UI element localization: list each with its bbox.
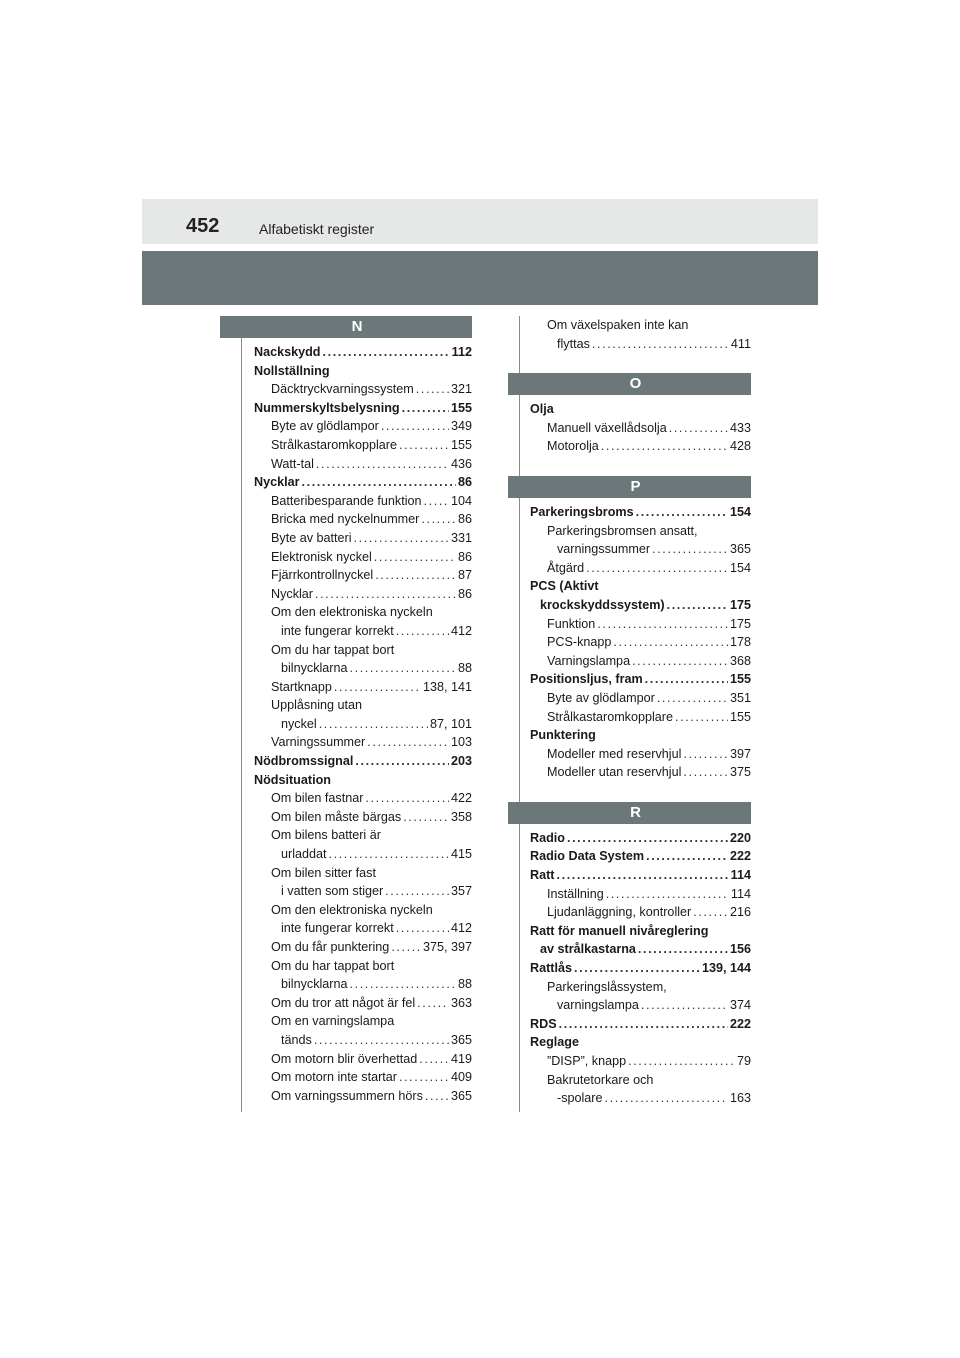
index-entry (254, 882, 472, 901)
index-entry (254, 994, 472, 1013)
dot-leader (559, 1015, 728, 1034)
entry-page-number: 411 (730, 336, 751, 351)
entry-page-number: 433 (729, 420, 751, 435)
dot-leader (350, 659, 456, 678)
index-entry (530, 1033, 751, 1052)
dot-leader (354, 529, 449, 548)
index-entry (530, 903, 751, 922)
entry-text: Om den elektroniska nyckeln (271, 605, 433, 620)
index-entry (530, 726, 751, 745)
entry-page-number: 365 (450, 1088, 472, 1103)
entry-page-number: 86 (457, 475, 472, 490)
letter-heading-n: N (220, 316, 472, 338)
header-band (142, 199, 818, 244)
index-entry (530, 652, 751, 671)
entry-text: Byte av glödlampor (547, 690, 655, 705)
entry-page-number: 155 (450, 437, 472, 452)
dot-leader (365, 789, 449, 808)
dot-leader (645, 670, 728, 689)
entry-page-number: 88 (457, 977, 472, 992)
entry-page-number: 155 (729, 709, 751, 724)
entry-text: Bakrutetorkare och (547, 1072, 654, 1087)
entry-text: bilnycklarna (281, 977, 348, 992)
entry-text: Om motorn inte startar (271, 1070, 397, 1085)
dot-leader (399, 1068, 449, 1087)
entry-page-number: 321 (450, 382, 472, 397)
entry-text: -spolare (557, 1091, 603, 1106)
entry-page-number: 428 (729, 439, 751, 454)
dot-leader (567, 829, 728, 848)
index-entry (530, 978, 751, 997)
index-entry (530, 503, 751, 522)
index-entry (530, 847, 751, 866)
entry-page-number: 154 (729, 560, 751, 575)
index-entry (254, 436, 472, 455)
index-entry (530, 400, 751, 419)
index-entries (520, 498, 751, 782)
dot-leader (375, 566, 456, 585)
entry-text: Om du får punktering (271, 940, 390, 954)
dot-leader (367, 733, 449, 752)
index-entry (254, 529, 472, 548)
entry-text: Nödbromssignal (254, 754, 354, 769)
entry-page-number: 175 (729, 597, 751, 612)
entry-page-number: 397 (729, 746, 751, 761)
entry-text: Däcktryckvarningssystem (271, 382, 414, 397)
entry-text: Punktering (530, 728, 596, 743)
dot-leader (385, 882, 449, 901)
dot-leader (574, 959, 700, 978)
entry-text: Startknapp (271, 679, 332, 694)
entry-page-number: 86 (457, 512, 472, 527)
entry-text: Parkeringslåssystem, (547, 979, 667, 994)
entry-text: PCS-knapp (547, 635, 612, 650)
dot-leader (657, 689, 728, 708)
dot-leader (557, 866, 729, 885)
index-entry (254, 641, 472, 660)
entry-page-number: 220 (729, 830, 751, 845)
index-entry (254, 622, 472, 641)
dot-leader (323, 343, 450, 362)
chapter-band (142, 251, 818, 305)
section-spacer (520, 353, 751, 373)
index-entry (530, 1089, 751, 1108)
entry-text: flyttas (557, 336, 590, 351)
entry-page-number: 415 (450, 847, 472, 862)
entry-page-number: 412 (450, 623, 472, 638)
entry-page-number: 156 (729, 942, 751, 957)
index-entry (530, 940, 751, 959)
dot-leader (675, 708, 728, 727)
entry-page-number: 349 (450, 419, 472, 434)
entry-text: varningslampa (557, 998, 639, 1013)
entry-text: Nackskydd (254, 345, 321, 359)
entry-page-number: 88 (457, 661, 472, 676)
index-entries (520, 824, 751, 1108)
index-entry (254, 585, 472, 604)
entry-page-number: 358 (450, 809, 472, 824)
entry-text: urladdat (281, 847, 327, 862)
index-entry (530, 885, 751, 904)
dot-leader (402, 399, 449, 418)
entry-text: Reglage (530, 1035, 579, 1050)
entry-page-number: 222 (729, 849, 751, 864)
dot-leader (315, 585, 456, 604)
index-entry (530, 540, 751, 559)
dot-leader (374, 548, 456, 567)
dot-leader (417, 994, 449, 1013)
entry-text: Nödsituation (254, 772, 331, 787)
entry-page-number: 351 (729, 690, 751, 705)
dot-leader (613, 633, 728, 652)
entry-page-number: 155 (729, 672, 751, 687)
entry-text: Rattlås (530, 961, 572, 976)
entry-page-number: 374 (729, 998, 751, 1013)
section-spacer (520, 456, 751, 476)
entry-page-number: 365 (729, 542, 751, 557)
entry-text: Ratt (530, 868, 555, 883)
entry-text: Funktion (547, 616, 596, 631)
section-spacer (520, 782, 751, 802)
index-entry (530, 689, 751, 708)
letter-heading-r: R (508, 802, 751, 824)
entry-page-number: 331 (450, 530, 472, 545)
entry-page-number: 368 (729, 653, 751, 668)
index-entry (254, 696, 472, 715)
index-entry (530, 577, 751, 596)
entry-text: krockskyddssystem) (540, 597, 665, 612)
dot-leader (601, 437, 728, 456)
entry-text: av strålkastarna (540, 942, 636, 957)
entry-page-number: 175 (729, 616, 751, 631)
letter-heading-o: O (508, 373, 751, 395)
entry-text: Om bilens batteri är (271, 828, 381, 843)
entry-page-number: 155 (450, 400, 472, 415)
entry-text: PCS (Aktivt (530, 579, 599, 594)
entry-text: Nycklar (254, 475, 300, 490)
entry-text: Fjärrkontrollnyckel (271, 568, 374, 583)
entry-page-number: 114 (730, 868, 751, 883)
index-entry (254, 845, 472, 864)
entry-page-number: 87, 101 (429, 716, 472, 731)
index-entry (254, 399, 472, 418)
index-entries-continuation (520, 316, 751, 353)
dot-leader (403, 808, 449, 827)
index-entry (530, 437, 751, 456)
entry-text: Batteribesparande funktion (271, 493, 422, 508)
entry-text: Motorolja (547, 439, 599, 454)
entry-page-number: 216 (729, 905, 751, 920)
entry-page-number: 412 (450, 921, 472, 936)
entry-page-number: 365 (450, 1032, 472, 1047)
dot-leader (636, 503, 728, 522)
index-column-left (241, 316, 472, 1112)
entry-text: Ljudanläggning, kontroller (547, 905, 692, 920)
index-entry (254, 938, 472, 957)
entry-text: inte fungerar korrekt (281, 623, 394, 638)
index-entry (254, 1068, 472, 1087)
entry-page-number: 203 (450, 754, 472, 769)
dot-leader (391, 938, 421, 957)
entry-text: Upplåsning utan (271, 698, 363, 713)
entry-text: Nummerskyltsbelysning (254, 400, 400, 415)
index-entry (530, 763, 751, 782)
index-entry (254, 864, 472, 883)
entry-text: Inställning (547, 886, 604, 901)
entry-text: Varningslampa (547, 653, 631, 668)
dot-leader (399, 436, 449, 455)
entry-page-number: 363 (450, 995, 472, 1010)
entry-page-number: 86 (457, 586, 472, 601)
dot-leader (421, 510, 456, 529)
entry-text: Om bilen måste bärgas (271, 809, 402, 824)
index-entry (254, 603, 472, 622)
entry-text: Modeller utan reservhjul (547, 765, 682, 780)
index-entry (254, 733, 472, 752)
dot-leader (641, 996, 728, 1015)
dot-leader (605, 1089, 728, 1108)
entry-page-number: 422 (450, 791, 472, 806)
index-entry (530, 335, 751, 354)
entry-text: Watt-tal (271, 456, 314, 471)
entry-text: Strålkastaromkopplare (271, 437, 397, 452)
entry-text: Elektronisk nyckel (271, 549, 372, 564)
entry-page-number: 86 (457, 549, 472, 564)
index-entry (254, 1031, 472, 1050)
entry-text: Byte av batteri (271, 530, 352, 545)
entry-page-number: 419 (450, 1051, 472, 1066)
index-entry (254, 548, 472, 567)
dot-leader (667, 596, 728, 615)
page-number: 452 (186, 215, 220, 237)
index-entry (254, 1050, 472, 1069)
dot-leader (381, 417, 449, 436)
entry-page-number: 357 (450, 884, 472, 899)
entry-text: Om bilen fastnar (271, 791, 364, 806)
index-entry (254, 678, 472, 697)
entry-text: tänds (281, 1032, 312, 1047)
index-entry (530, 708, 751, 727)
entry-page-number: 178 (729, 635, 751, 650)
index-entry (254, 789, 472, 808)
entry-text: Varningssummer (271, 735, 366, 750)
dot-leader (592, 335, 729, 354)
dot-leader (628, 1052, 735, 1071)
dot-leader (314, 1031, 449, 1050)
index-entry (530, 419, 751, 438)
dot-leader (652, 540, 728, 559)
index-entry (254, 808, 472, 827)
entry-text: varningssummer (557, 542, 651, 557)
entry-page-number: 375 (729, 765, 751, 780)
index-entry (254, 919, 472, 938)
entry-text: Positionsljus, fram (530, 672, 643, 687)
index-column-right (519, 316, 751, 1112)
entry-page-number: 87 (457, 568, 472, 583)
dot-leader (669, 419, 728, 438)
dot-leader (424, 492, 449, 511)
index-entry (530, 996, 751, 1015)
index-entry (530, 615, 751, 634)
entry-page-number: 409 (450, 1070, 472, 1085)
index-entries (520, 395, 751, 456)
dot-leader (350, 975, 456, 994)
entry-text: Radio (530, 830, 565, 845)
dot-leader (683, 763, 728, 782)
entry-text: Om bilen sitter fast (271, 865, 376, 880)
entry-page-number: 114 (730, 886, 751, 901)
index-entry (530, 922, 751, 941)
entry-text: Bricka med nyckelnummer (271, 512, 420, 527)
index-entry (254, 362, 472, 381)
index-entry (254, 771, 472, 790)
index-entry (530, 1052, 751, 1071)
entry-text: Byte av glödlampor (271, 419, 379, 434)
index-entry (254, 455, 472, 474)
entry-text: Radio Data System (530, 849, 645, 864)
dot-leader (638, 940, 728, 959)
index-entry (530, 559, 751, 578)
dot-leader (606, 885, 729, 904)
dot-leader (632, 652, 728, 671)
dot-leader (586, 559, 728, 578)
index-entry (254, 752, 472, 771)
entry-text: Om den elektroniska nyckeln (271, 902, 433, 917)
dot-leader (419, 1050, 449, 1069)
entry-page-number: 154 (729, 504, 751, 519)
dot-leader (319, 715, 428, 734)
entry-page-number: 103 (450, 735, 472, 750)
entry-text: Modeller med reservhjul (547, 746, 682, 761)
index-entry (254, 901, 472, 920)
entry-text: Parkeringsbroms (530, 504, 634, 519)
entry-text: Ratt för manuell nivåreglering (530, 923, 709, 938)
entry-text: Olja (530, 402, 554, 417)
index-entry (530, 1015, 751, 1034)
entry-text: inte fungerar korrekt (281, 921, 394, 936)
dot-leader (396, 622, 449, 641)
entry-text: Parkeringsbromsen ansatt, (547, 523, 698, 538)
entry-text: Om du har tappat bort (271, 642, 395, 657)
entry-text: Om du har tappat bort (271, 958, 395, 973)
entry-text: bilnycklarna (281, 661, 348, 676)
dot-leader (416, 380, 449, 399)
index-entry (530, 670, 751, 689)
section-title: Alfabetiskt register (259, 221, 375, 237)
entry-text: Åtgärd (547, 560, 585, 575)
entry-page-number: 112 (451, 345, 472, 359)
dot-leader (329, 845, 449, 864)
dot-leader (334, 678, 421, 697)
index-entry (530, 829, 751, 848)
entry-text: Om motorn blir överhettad (271, 1051, 418, 1066)
entry-text: Om en varningslampa (271, 1014, 395, 1029)
index-entry (254, 417, 472, 436)
entry-text: RDS (530, 1016, 557, 1031)
entry-text: Om varningssummern hörs (271, 1088, 423, 1103)
dot-leader (597, 615, 728, 634)
index-entry (254, 380, 472, 399)
entry-text: i vatten som stiger (281, 884, 384, 899)
entry-page-number: 139, 144 (701, 961, 751, 976)
index-sections (520, 353, 751, 1108)
index-entry (254, 957, 472, 976)
index-entry (254, 975, 472, 994)
index-entry (254, 343, 472, 362)
index-entry (530, 522, 751, 541)
index-entry (530, 959, 751, 978)
entry-text: Om du tror att något är fel (271, 995, 416, 1010)
entry-text: Nycklar (271, 586, 313, 601)
index-entry (530, 1071, 751, 1090)
dot-leader (683, 745, 728, 764)
index-entry (530, 633, 751, 652)
dot-leader (355, 752, 449, 771)
entry-text: Nollställning (254, 363, 330, 378)
entry-page-number: 375, 397 (422, 940, 472, 954)
entry-text: ”DISP”, knapp (547, 1054, 627, 1068)
index-entry (254, 510, 472, 529)
index-entry (254, 473, 472, 492)
entry-page-number: 104 (450, 493, 472, 508)
index-entry (530, 866, 751, 885)
entry-page-number: 436 (450, 456, 472, 471)
index-entry (254, 715, 472, 734)
entry-page-number: 222 (729, 1016, 751, 1031)
index-entries (242, 338, 472, 1105)
dot-leader (316, 455, 449, 474)
dot-leader (396, 919, 449, 938)
entry-text: nyckel (281, 716, 317, 731)
index-entry (254, 826, 472, 845)
index-entry (530, 596, 751, 615)
index-entry (530, 316, 751, 335)
entry-text: Om växelspaken inte kan (547, 318, 689, 332)
letter-heading-p: P (508, 476, 751, 498)
entry-text: Strålkastaromkopplare (547, 709, 673, 724)
entry-page-number: 138, 141 (422, 679, 472, 694)
dot-leader (693, 903, 728, 922)
index-entry (254, 659, 472, 678)
index-entry (254, 1012, 472, 1031)
entry-page-number: 79 (736, 1054, 751, 1068)
dot-leader (425, 1087, 449, 1106)
index-entry (254, 1087, 472, 1106)
index-entry (254, 566, 472, 585)
dot-leader (646, 847, 728, 866)
dot-leader (302, 473, 456, 492)
entry-page-number: 163 (729, 1091, 751, 1106)
entry-text: Manuell växellådsolja (547, 420, 667, 435)
index-entry (530, 745, 751, 764)
index-entry (254, 492, 472, 511)
